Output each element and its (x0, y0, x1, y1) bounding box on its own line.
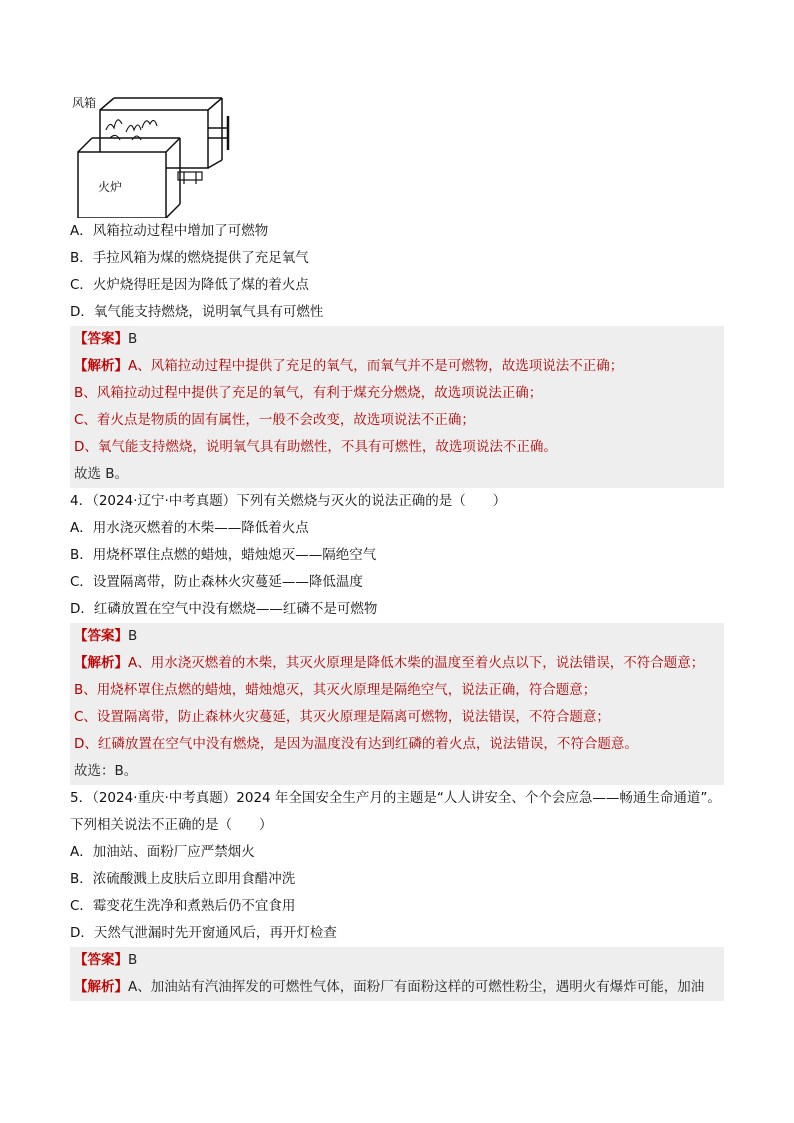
analysis-tag: 【解析】 (74, 358, 128, 374)
q4-analysis-a: 【解析】A、用水浇灭燃着的木柴，其灭火原理是降低木柴的温度至着火点以下，说法错误，不符合题意； (74, 655, 705, 671)
answer-tag: 【答案】 (74, 331, 128, 347)
bellows-label: 风箱 (72, 96, 97, 110)
q5-options (70, 839, 724, 947)
answer-tag: 【答案】 (74, 628, 128, 644)
q3-options (70, 218, 724, 326)
bellows-furnace-figure (70, 90, 240, 218)
q4-option-a: A．用水浇灭燃着的木柴——降低着火点 (70, 520, 309, 536)
q3-answer-block (70, 326, 724, 488)
q5-option-b: B．浓硫酸溅上皮肤后立即用食醋冲洗 (70, 871, 296, 887)
q5-stem-line2: 下列相关说法不正确的是（ ） (70, 817, 273, 833)
q4-analysis-b: B、用烧杯罩住点燃的蜡烛，蜡烛熄灭，其灭火原理是隔绝空气，说法正确，符合题意； (74, 682, 597, 698)
q3-option-b: B．手拉风箱为煤的燃烧提供了充足氧气 (70, 250, 309, 266)
q5-option-c: C．霉变花生洗净和煮熟后仍不宜食用 (70, 898, 296, 914)
q5-option-a: A．加油站、面粉厂应严禁烟火 (70, 844, 255, 860)
q3-analysis-b: B、风箱拉动过程中提供了充足的氧气，有利于煤充分燃烧，故选项说法正确； (74, 385, 543, 401)
q4-analysis-c: C、设置隔离带，防止森林火灾蔓延，其灭火原理是隔离可燃物，说法错误，不符合题意； (74, 709, 610, 725)
q4-option-d: D．红磷放置在空气中没有燃烧——红磷不是可燃物 (70, 601, 378, 617)
answer-value: B (128, 331, 138, 347)
analysis-tag: 【解析】 (74, 979, 128, 995)
q3-analysis-d: D、氧气能支持燃烧，说明氧气具有助燃性，不具有可燃性，故选项说法不正确。 (74, 439, 557, 455)
q4-options (70, 515, 724, 623)
q4-answer (70, 623, 724, 650)
q5-stem-line1: 5．（2024·重庆·中考真题）2024 年全国安全生产月的主题是“人人讲安全、个个会应急——畅通生命通道”。 (70, 790, 721, 806)
q3-option-c: C．火炉烧得旺是因为降低了煤的着火点 (70, 277, 309, 293)
q5-analysis-a: 【解析】A、加油站有汽油挥发的可燃性气体，面粉厂有面粉这样的可燃性粉尘，遇明火有爆炸可能，加油 (74, 979, 705, 995)
document-page (70, 90, 724, 1001)
q5-answer-block (70, 947, 724, 1001)
furnace-label: 火炉 (98, 180, 123, 194)
q3-option-a: A．风箱拉动过程中增加了可燃物 (70, 223, 269, 239)
q3-option-d: D．氧气能支持燃烧，说明氧气具有可燃性 (70, 304, 324, 320)
q4-option-b: B．用烧杯罩住点燃的蜡烛，蜡烛熄灭——隔绝空气 (70, 547, 377, 563)
q3-analysis-a: 【解析】A、风箱拉动过程中提供了充足的氧气，而氧气并不是可燃物，故选项说法不正确； (74, 358, 624, 374)
q4-stem: 4．（2024·辽宁·中考真题）下列有关燃烧与灭火的说法正确的是（ ） (70, 493, 507, 509)
q3-answer (70, 326, 724, 353)
answer-value: B (128, 628, 138, 644)
q4-conclusion: 故选：B。 (74, 763, 138, 779)
q4-answer-block (70, 623, 724, 785)
q4-analysis-d: D、红磷放置在空气中没有燃烧，是因为温度没有达到红磷的着火点，说法错误，不符合题意。 (74, 736, 638, 752)
q5-option-d: D．天然气泄漏时先开窗通风后，再开灯检查 (70, 925, 337, 941)
q3-analysis-c: C、着火点是物质的固有属性，一般不会改变，故选项说法不正确； (74, 412, 475, 428)
q3-conclusion: 故选 B。 (74, 466, 129, 482)
analysis-tag: 【解析】 (74, 655, 128, 671)
answer-tag: 【答案】 (74, 952, 128, 968)
answer-value: B (128, 952, 138, 968)
q4-option-c: C．设置隔离带，防止森林火灾蔓延——降低温度 (70, 574, 363, 590)
q5-answer (70, 947, 724, 974)
